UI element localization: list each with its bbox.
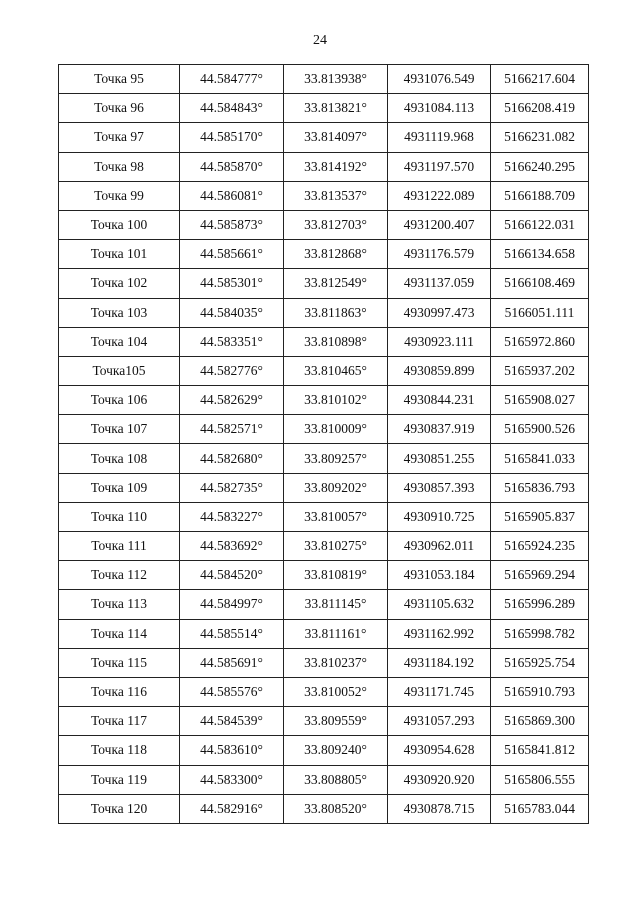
point-name-cell: Точка 102 <box>59 269 180 298</box>
table-row <box>59 648 589 677</box>
longitude-cell: 33.813537° <box>284 181 388 210</box>
longitude-cell: 33.812703° <box>284 210 388 239</box>
table-row <box>59 327 589 356</box>
point-name-cell: Точка 117 <box>59 707 180 736</box>
page-number: 24 <box>313 33 327 48</box>
x-coordinate-cell: 4931171.745 <box>388 677 491 706</box>
longitude-cell: 33.811161° <box>284 619 388 648</box>
longitude-cell: 33.812868° <box>284 240 388 269</box>
longitude-cell: 33.808520° <box>284 794 388 823</box>
y-coordinate-cell: 5166108.469 <box>491 269 589 298</box>
longitude-cell: 33.809202° <box>284 473 388 502</box>
y-coordinate-cell: 5165910.793 <box>491 677 589 706</box>
point-name-cell: Точка 104 <box>59 327 180 356</box>
x-coordinate-cell: 4931184.192 <box>388 648 491 677</box>
longitude-cell: 33.808805° <box>284 765 388 794</box>
latitude-cell: 44.585170° <box>180 123 284 152</box>
point-name-cell: Точка 111 <box>59 532 180 561</box>
table-row <box>59 473 589 502</box>
x-coordinate-cell: 4931084.113 <box>388 94 491 123</box>
point-name-cell: Точка 96 <box>59 94 180 123</box>
y-coordinate-cell: 5165924.235 <box>491 532 589 561</box>
table-row <box>59 561 589 590</box>
latitude-cell: 44.582735° <box>180 473 284 502</box>
x-coordinate-cell: 4930962.011 <box>388 532 491 561</box>
x-coordinate-cell: 4931162.992 <box>388 619 491 648</box>
point-name-cell: Точка 115 <box>59 648 180 677</box>
point-name-cell: Точка 103 <box>59 298 180 327</box>
y-coordinate-cell: 5165972.860 <box>491 327 589 356</box>
point-name-cell: Точка 120 <box>59 794 180 823</box>
longitude-cell: 33.810465° <box>284 356 388 385</box>
point-name-cell: Точка 112 <box>59 561 180 590</box>
latitude-cell: 44.582916° <box>180 794 284 823</box>
point-name-cell: Точка 95 <box>59 65 180 94</box>
latitude-cell: 44.584997° <box>180 590 284 619</box>
y-coordinate-cell: 5165925.754 <box>491 648 589 677</box>
point-name-cell: Точка 118 <box>59 736 180 765</box>
latitude-cell: 44.585873° <box>180 210 284 239</box>
table-row <box>59 415 589 444</box>
x-coordinate-cell: 4931053.184 <box>388 561 491 590</box>
latitude-cell: 44.583610° <box>180 736 284 765</box>
x-coordinate-cell: 4930923.111 <box>388 327 491 356</box>
point-name-cell: Точка 106 <box>59 386 180 415</box>
y-coordinate-cell: 5165996.289 <box>491 590 589 619</box>
table-row <box>59 240 589 269</box>
latitude-cell: 44.583300° <box>180 765 284 794</box>
y-coordinate-cell: 5165905.837 <box>491 502 589 531</box>
table-row <box>59 707 589 736</box>
longitude-cell: 33.809257° <box>284 444 388 473</box>
y-coordinate-cell: 5165869.300 <box>491 707 589 736</box>
y-coordinate-cell: 5165969.294 <box>491 561 589 590</box>
y-coordinate-cell: 5166231.082 <box>491 123 589 152</box>
y-coordinate-cell: 5165806.555 <box>491 765 589 794</box>
x-coordinate-cell: 4930851.255 <box>388 444 491 473</box>
point-name-cell: Точка105 <box>59 356 180 385</box>
latitude-cell: 44.584520° <box>180 561 284 590</box>
latitude-cell: 44.585514° <box>180 619 284 648</box>
latitude-cell: 44.582776° <box>180 356 284 385</box>
y-coordinate-cell: 5165841.812 <box>491 736 589 765</box>
x-coordinate-cell: 4931057.293 <box>388 707 491 736</box>
latitude-cell: 44.582571° <box>180 415 284 444</box>
x-coordinate-cell: 4931197.570 <box>388 152 491 181</box>
longitude-cell: 33.810057° <box>284 502 388 531</box>
point-name-cell: Точка 109 <box>59 473 180 502</box>
y-coordinate-cell: 5166217.604 <box>491 65 589 94</box>
latitude-cell: 44.583227° <box>180 502 284 531</box>
longitude-cell: 33.810009° <box>284 415 388 444</box>
x-coordinate-cell: 4931076.549 <box>388 65 491 94</box>
latitude-cell: 44.583351° <box>180 327 284 356</box>
latitude-cell: 44.584843° <box>180 94 284 123</box>
y-coordinate-cell: 5166240.295 <box>491 152 589 181</box>
longitude-cell: 33.814192° <box>284 152 388 181</box>
x-coordinate-cell: 4930844.231 <box>388 386 491 415</box>
table-row <box>59 181 589 210</box>
point-name-cell: Точка 97 <box>59 123 180 152</box>
table-row <box>59 210 589 239</box>
table-row <box>59 444 589 473</box>
longitude-cell: 33.810898° <box>284 327 388 356</box>
longitude-cell: 33.810237° <box>284 648 388 677</box>
longitude-cell: 33.809559° <box>284 707 388 736</box>
table-row <box>59 65 589 94</box>
x-coordinate-cell: 4930837.919 <box>388 415 491 444</box>
point-name-cell: Точка 119 <box>59 765 180 794</box>
y-coordinate-cell: 5165841.033 <box>491 444 589 473</box>
y-coordinate-cell: 5165900.526 <box>491 415 589 444</box>
longitude-cell: 33.809240° <box>284 736 388 765</box>
point-name-cell: Точка 107 <box>59 415 180 444</box>
longitude-cell: 33.813938° <box>284 65 388 94</box>
y-coordinate-cell: 5165783.044 <box>491 794 589 823</box>
table-row <box>59 677 589 706</box>
table-row <box>59 123 589 152</box>
x-coordinate-cell: 4930997.473 <box>388 298 491 327</box>
latitude-cell: 44.584777° <box>180 65 284 94</box>
table-row <box>59 298 589 327</box>
y-coordinate-cell: 5166208.419 <box>491 94 589 123</box>
table-row <box>59 269 589 298</box>
x-coordinate-cell: 4930878.715 <box>388 794 491 823</box>
x-coordinate-cell: 4931200.407 <box>388 210 491 239</box>
y-coordinate-cell: 5166134.658 <box>491 240 589 269</box>
longitude-cell: 33.811145° <box>284 590 388 619</box>
coordinates-table <box>58 64 589 824</box>
latitude-cell: 44.583692° <box>180 532 284 561</box>
x-coordinate-cell: 4931176.579 <box>388 240 491 269</box>
longitude-cell: 33.814097° <box>284 123 388 152</box>
y-coordinate-cell: 5166122.031 <box>491 210 589 239</box>
point-name-cell: Точка 114 <box>59 619 180 648</box>
latitude-cell: 44.582629° <box>180 386 284 415</box>
x-coordinate-cell: 4931119.968 <box>388 123 491 152</box>
coordinates-table-body <box>59 65 589 824</box>
point-name-cell: Точка 101 <box>59 240 180 269</box>
latitude-cell: 44.582680° <box>180 444 284 473</box>
longitude-cell: 33.811863° <box>284 298 388 327</box>
point-name-cell: Точка 98 <box>59 152 180 181</box>
latitude-cell: 44.586081° <box>180 181 284 210</box>
y-coordinate-cell: 5166051.111 <box>491 298 589 327</box>
table-row <box>59 736 589 765</box>
point-name-cell: Точка 116 <box>59 677 180 706</box>
longitude-cell: 33.810275° <box>284 532 388 561</box>
table-row <box>59 94 589 123</box>
point-name-cell: Точка 110 <box>59 502 180 531</box>
x-coordinate-cell: 4930954.628 <box>388 736 491 765</box>
latitude-cell: 44.585691° <box>180 648 284 677</box>
table-row <box>59 386 589 415</box>
x-coordinate-cell: 4930910.725 <box>388 502 491 531</box>
latitude-cell: 44.585870° <box>180 152 284 181</box>
y-coordinate-cell: 5166188.709 <box>491 181 589 210</box>
latitude-cell: 44.585301° <box>180 269 284 298</box>
table-row <box>59 502 589 531</box>
table-row <box>59 356 589 385</box>
point-name-cell: Точка 100 <box>59 210 180 239</box>
x-coordinate-cell: 4931105.632 <box>388 590 491 619</box>
table-row <box>59 794 589 823</box>
table-row <box>59 590 589 619</box>
latitude-cell: 44.584539° <box>180 707 284 736</box>
point-name-cell: Точка 99 <box>59 181 180 210</box>
x-coordinate-cell: 4931222.089 <box>388 181 491 210</box>
table-row <box>59 765 589 794</box>
longitude-cell: 33.810052° <box>284 677 388 706</box>
y-coordinate-cell: 5165836.793 <box>491 473 589 502</box>
table-row <box>59 152 589 181</box>
table-row <box>59 619 589 648</box>
longitude-cell: 33.813821° <box>284 94 388 123</box>
x-coordinate-cell: 4930857.393 <box>388 473 491 502</box>
latitude-cell: 44.584035° <box>180 298 284 327</box>
y-coordinate-cell: 5165937.202 <box>491 356 589 385</box>
longitude-cell: 33.810102° <box>284 386 388 415</box>
table-row <box>59 532 589 561</box>
point-name-cell: Точка 108 <box>59 444 180 473</box>
latitude-cell: 44.585661° <box>180 240 284 269</box>
x-coordinate-cell: 4930920.920 <box>388 765 491 794</box>
y-coordinate-cell: 5165998.782 <box>491 619 589 648</box>
longitude-cell: 33.812549° <box>284 269 388 298</box>
x-coordinate-cell: 4930859.899 <box>388 356 491 385</box>
x-coordinate-cell: 4931137.059 <box>388 269 491 298</box>
longitude-cell: 33.810819° <box>284 561 388 590</box>
y-coordinate-cell: 5165908.027 <box>491 386 589 415</box>
point-name-cell: Точка 113 <box>59 590 180 619</box>
latitude-cell: 44.585576° <box>180 677 284 706</box>
